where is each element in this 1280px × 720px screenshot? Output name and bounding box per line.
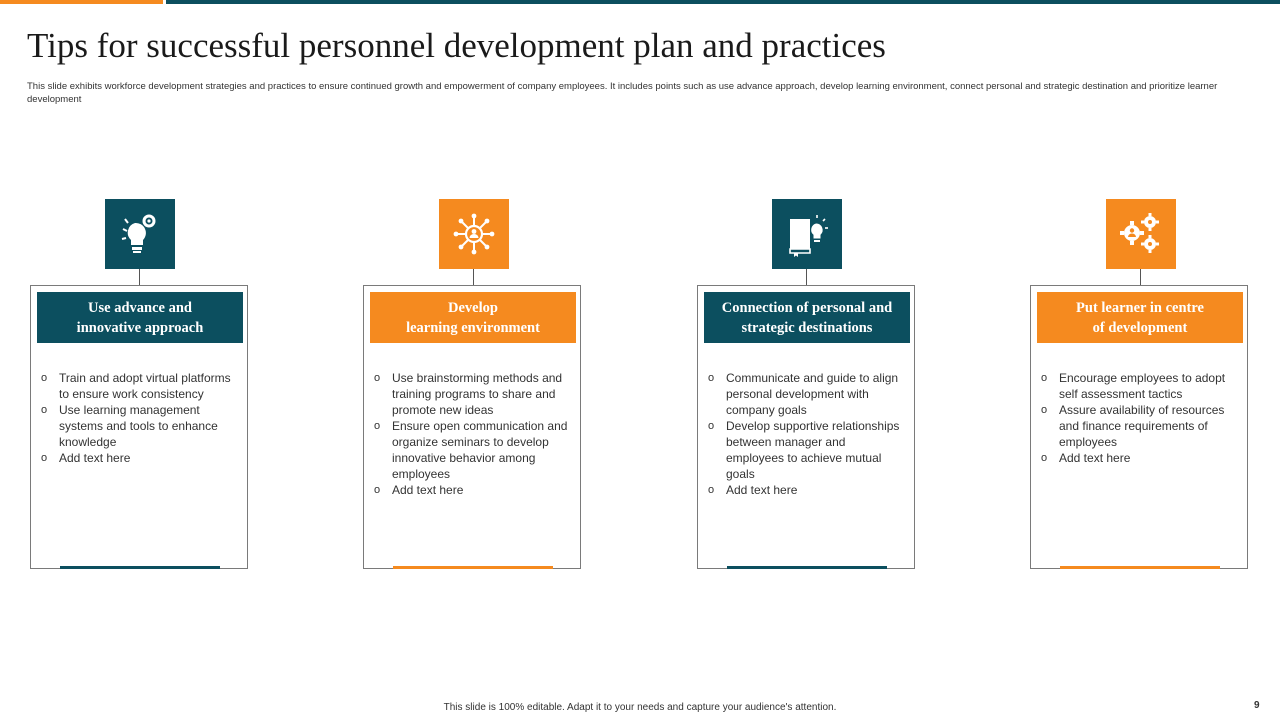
- list-item: [1039, 370, 1239, 402]
- card-connect-personal-strategic: [697, 285, 915, 569]
- person-gears-icon: [1116, 209, 1166, 259]
- page-number: 9: [1254, 700, 1260, 711]
- bullet-text: Assure availability of resources and finance requirements of employees: [1059, 403, 1225, 449]
- list-item: [1039, 450, 1239, 466]
- card-4-icon-box: [1106, 199, 1176, 269]
- card-2-bullet-list: [372, 370, 572, 498]
- card-4-connector: [1140, 269, 1141, 286]
- bullet-text: Use learning management systems and tools to enhance knowledge: [59, 403, 218, 449]
- bullet-marker: o: [374, 372, 381, 384]
- bullet-text: Communicate and guide to align personal development with company goals: [726, 371, 899, 417]
- card-1-icon-box: [105, 199, 175, 269]
- list-item: [39, 450, 239, 466]
- network-hub-icon: [449, 209, 499, 259]
- bullet-marker: o: [41, 372, 48, 384]
- card-3-heading-line-1: Connection of personal and: [721, 299, 893, 316]
- card-1-heading-line-2: innovative approach: [76, 319, 204, 336]
- card-4-footer-bar: [1060, 566, 1220, 569]
- bullet-text: Add text here: [726, 483, 798, 497]
- card-2-connector: [473, 269, 474, 286]
- list-item: [39, 402, 239, 450]
- list-item: [372, 370, 572, 418]
- bullet-text: Ensure open communication and organize seminars to develop innovative behavior among employees: [392, 419, 568, 481]
- bullet-text: Encourage employees to adopt self assessment tactics: [1059, 371, 1226, 401]
- slide-subtitle: This slide exhibits workforce development strategies and practices to ensure continued growth and empowerment of company employees. It includes points such as use advance approach, develop learning environment, connect personal and strategic destination and prioritize learner development: [27, 81, 1218, 105]
- list-item: [706, 370, 906, 418]
- bullet-text: Develop supportive relationships between manager and employees to achieve mutual goals: [726, 419, 900, 481]
- list-item: [39, 370, 239, 402]
- card-3-footer-bar: [727, 566, 887, 569]
- card-2-heading-line-2: learning environment: [406, 319, 540, 336]
- card-develop-learning-environment: [363, 285, 581, 569]
- bullet-marker: o: [1041, 452, 1048, 464]
- bullet-marker: o: [708, 484, 715, 496]
- list-item: [372, 418, 572, 482]
- card-4-heading-line-2: of development: [1092, 319, 1188, 336]
- list-item: [372, 482, 572, 498]
- card-4-heading-line-1: Put learner in centre: [1076, 299, 1204, 316]
- card-1-bullet-list: [39, 370, 239, 466]
- bullet-marker: o: [708, 420, 715, 432]
- card-3-heading: [704, 292, 910, 343]
- card-use-advance-approach: [30, 285, 248, 569]
- bullet-marker: o: [1041, 372, 1048, 384]
- bullet-text: Add text here: [59, 451, 131, 465]
- bullet-text: Add text here: [392, 483, 464, 497]
- card-2-heading-line-1: Develop: [448, 299, 498, 316]
- list-item: [706, 482, 906, 498]
- bullet-marker: o: [374, 484, 381, 496]
- card-3-icon-box: [772, 199, 842, 269]
- book-lightbulb-icon: [782, 209, 832, 259]
- card-4-heading: [1037, 292, 1243, 343]
- top-accent-bar-orange: [0, 0, 163, 4]
- card-1-footer-bar: [60, 566, 220, 569]
- card-learner-centre: [1030, 285, 1248, 569]
- bullet-text: Use brainstorming methods and training programs to share and promote new ideas: [392, 371, 563, 417]
- lightbulb-gear-icon: [115, 209, 165, 259]
- card-2-heading: [370, 292, 576, 343]
- card-3-heading-line-2: strategic destinations: [741, 319, 873, 336]
- card-2-icon-box: [439, 199, 509, 269]
- bullet-marker: o: [708, 372, 715, 384]
- bullet-text: Add text here: [1059, 451, 1131, 465]
- card-2-footer-bar: [393, 566, 553, 569]
- card-1-connector: [139, 269, 140, 286]
- top-accent-bar-teal: [166, 0, 1280, 4]
- slide-title: Tips for successful personnel development plan and practices: [27, 26, 886, 65]
- bullet-marker: o: [1041, 404, 1048, 416]
- bullet-marker: o: [374, 420, 381, 432]
- card-1-heading: [37, 292, 243, 343]
- bullet-marker: o: [41, 452, 48, 464]
- bullet-text: Train and adopt virtual platforms to ensure work consistency: [59, 371, 231, 401]
- bullet-marker: o: [41, 404, 48, 416]
- card-3-bullet-list: [706, 370, 906, 498]
- card-3-connector: [806, 269, 807, 286]
- slide-footer-note: This slide is 100% editable. Adapt it to your needs and capture your audience's attention.: [443, 702, 837, 713]
- list-item: [706, 418, 906, 482]
- card-1-heading-line-1: Use advance and: [88, 299, 192, 316]
- list-item: [1039, 402, 1239, 450]
- card-4-bullet-list: [1039, 370, 1239, 466]
